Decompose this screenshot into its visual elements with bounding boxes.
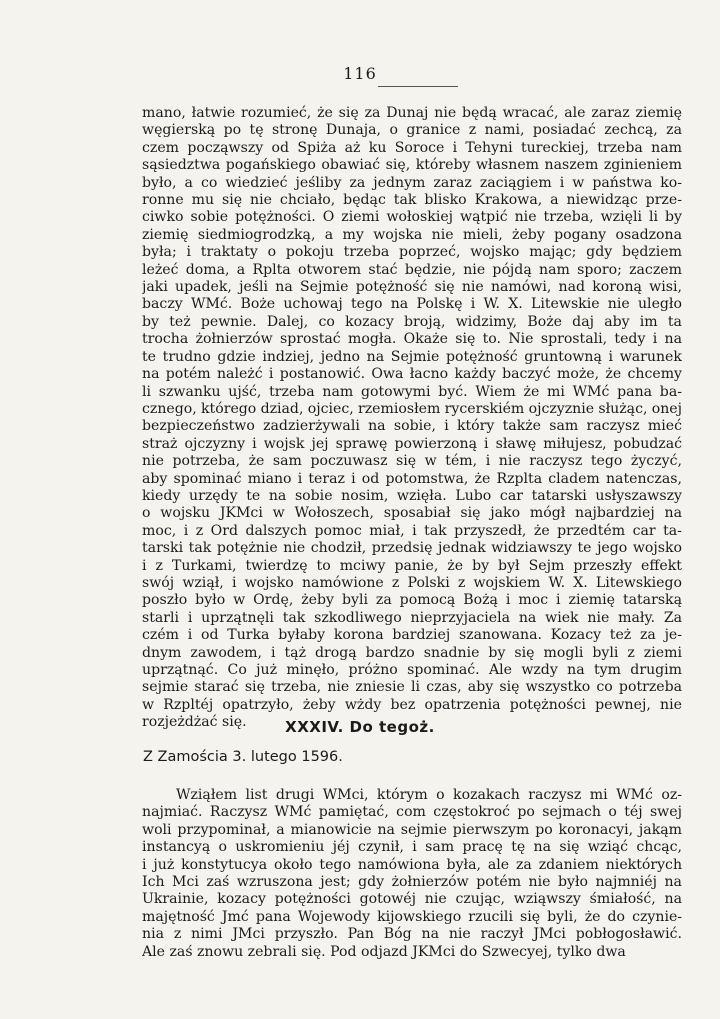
text-line: cznego, którego dziad, ojciec, rzemiosłem rycerskiém ojczyznie służąc, onej xyxy=(142,400,682,417)
text-line: ziemię siedmiogrodzką, a my wojska nie mieli, żeby pogany osadzona xyxy=(142,226,682,243)
text-line: sejmie starać się trzeba, nie zniesie li czas, aby się wszystko co potrzeba xyxy=(142,679,682,696)
text-line: instancyą o uskromieniu jéj czynił, i sam pracę tę na się wziąć chcąc, xyxy=(142,839,682,856)
text-line: nia z nimi JMci przyszło. Pan Bóg na nie raczył JMci pobłogosławić. xyxy=(142,926,682,943)
text-line: bezpieczeństwo zadzierżywali na sobie, i który także sam raczysz mieć xyxy=(142,418,682,435)
text-line: czém i od Turka byłaby korona bardziej szanowana. Kozacy też za je- xyxy=(142,627,682,644)
text-line: by też pewnie. Dalej, co kozacy broją, widzimy, Boże daj aby im ta xyxy=(142,313,682,330)
text-line: sąsiedztwa pogańskiego obawiać się, któreby własnem naszem zginieniem xyxy=(142,157,682,174)
text-line: mano, łatwie rozumieć, że się za Dunaj nie będą wracać, ale zaraz ziemię xyxy=(142,105,682,121)
page-number-rule xyxy=(378,86,458,87)
text-line: kiedy urzędy te na sobie nosim, wzięła. Lubo car tatarski usłyszawszy xyxy=(142,487,682,504)
text-line: i z Turkami, twierdzę to mciwy panie, że by był Sejm przeszły effekt xyxy=(142,557,682,574)
text-line: moc, i z Ord dalszych pomoc miał, i tak przyszedł, że przedtém car ta- xyxy=(142,522,682,539)
text-line: Ich Mci zaś wzruszona jest; gdy żołnierzów potém nie było najmniéj na xyxy=(142,874,682,891)
text-line: węgierską po tę stronę Dunaja, o granice z nami, posiadać zechcą, za xyxy=(142,122,682,139)
paragraph-2 xyxy=(142,787,682,961)
text-line: jaki upadek, jeśli na Sejmie potężność się nie namówi, nad koroną wisi, xyxy=(142,279,682,296)
text-line: baczy WMć. Boże uchowaj tego na Polskę i W. X. Litewskie nie uległo xyxy=(142,296,682,313)
text-line: li szwanku ujść, trzeba nam gotowymi być. Wiem że mi WMć pana ba- xyxy=(142,383,682,400)
text-line: Ale zaś znowu zebrali się. Pod odjazd JKMci do Szwecyej, tylko dwa xyxy=(142,943,626,960)
text-line: dnym zawodem, i tąż drogą bardzo snadnie by się mogli byli z ziemi xyxy=(142,644,682,661)
text-line: Wziąłem list drugi WMci, którym o kozakach raczysz mi WMć oz- xyxy=(176,787,682,803)
text-line: poszło było w Ordę, żeby byli za pomocą Bożą i moc i ziemię tatarską xyxy=(142,592,682,609)
text-line: o wojsku JKMci w Wołoszech, sposabiał się jako mógł najbardziej na xyxy=(142,505,682,522)
text-line: w Rzpltéj opatrzyło, żeby wżdy bez opatrzenia potężności pewnej, nie xyxy=(142,696,682,713)
dateline: Z Zamościa 3. lutego 1596. xyxy=(143,749,343,765)
text-line: na potém należć i postanowić. Owa łacno każdy baczyć może, że chcemy xyxy=(142,366,682,383)
text-line: była; i traktaty o pokoju trzeba poprzeć, wojsko mając; gdy będziem xyxy=(142,244,682,261)
text-line: trocha żołnierzów sprostać mogła. Okaże się to. Nie sprostali, tedy i na xyxy=(142,331,682,348)
text-line: uprzątnąć. Co już minęło, próżno spominać. Ale wzdy na tym drugim xyxy=(142,662,682,678)
text-line: było, a co wiedzieć jeśliby za jednym zaraz zaciągiem i w państwa ko- xyxy=(142,174,682,191)
text-line: straż ojczyzny i wojsk jej sprawę powierzoną i sławę miłujesz, pobudzać xyxy=(142,435,682,452)
text-line: i już konstytucya około tego namówiona była, ale za zdaniem niektórych xyxy=(142,856,682,873)
text-line: woli przypominał, a mianowicie na sejmie pierwszym po koronacyi, jakąm xyxy=(142,821,682,838)
text-line: ciwko sobie potężności. O ziemi wołoskiej wątpić nie trzeba, wzięli li by xyxy=(142,209,682,226)
text-line: leżeć doma, a Rplta otworem stać będzie, nie pójdą nam sporo; zaczem xyxy=(142,261,682,278)
text-line: majętność Jmć pana Wojewody kijowskiego rzucili się byli, że do czynie- xyxy=(142,908,682,925)
text-line: starli i uprzątnęli tak szkodliwego nieprzyjaciela na wiek nie mały. Za xyxy=(142,609,682,626)
text-line: Ukrainie, kozacy potężności gotowéj nie czując, wziąwszy śmiałość, na xyxy=(142,891,682,908)
text-line: rozjeżdżać się. xyxy=(142,714,247,731)
paragraph-1 xyxy=(142,105,682,732)
text-line: tarski tak potężnie nie chodził, przedsię jednak widziawszy te jego wojsko xyxy=(142,540,682,557)
text-line: czem począwszy od Spiża aż ku Soroce i Tehyni tureckiej, trzeba nam xyxy=(142,139,682,156)
text-line: ronne mu się nie chciało, będąc tak blisko Krakowa, a niewidząc prze- xyxy=(142,192,682,209)
text-line: aby spominać miano i teraz i od potomstwa, że Rzplta cladem natenczas, xyxy=(142,470,682,487)
page-number: 116 xyxy=(343,64,377,83)
text-line: nie potrzeba, że sam poczuwasz się w tém, i nie raczysz tego życzyć, xyxy=(142,453,682,470)
text-line: swój wziął, i wojsko namówione z Polski z wojskiem W. X. Litewskiego xyxy=(142,574,682,591)
text-line: te trudno gdzie indziej, jedno na Sejmie potężność gruntowną i warunek xyxy=(142,348,682,365)
text-line: najmiać. Raczysz WMć pamiętać, com częstokroć po sejmach o téj swej xyxy=(142,804,682,821)
section-heading: XXXIV. Do tegoż. xyxy=(285,718,435,736)
